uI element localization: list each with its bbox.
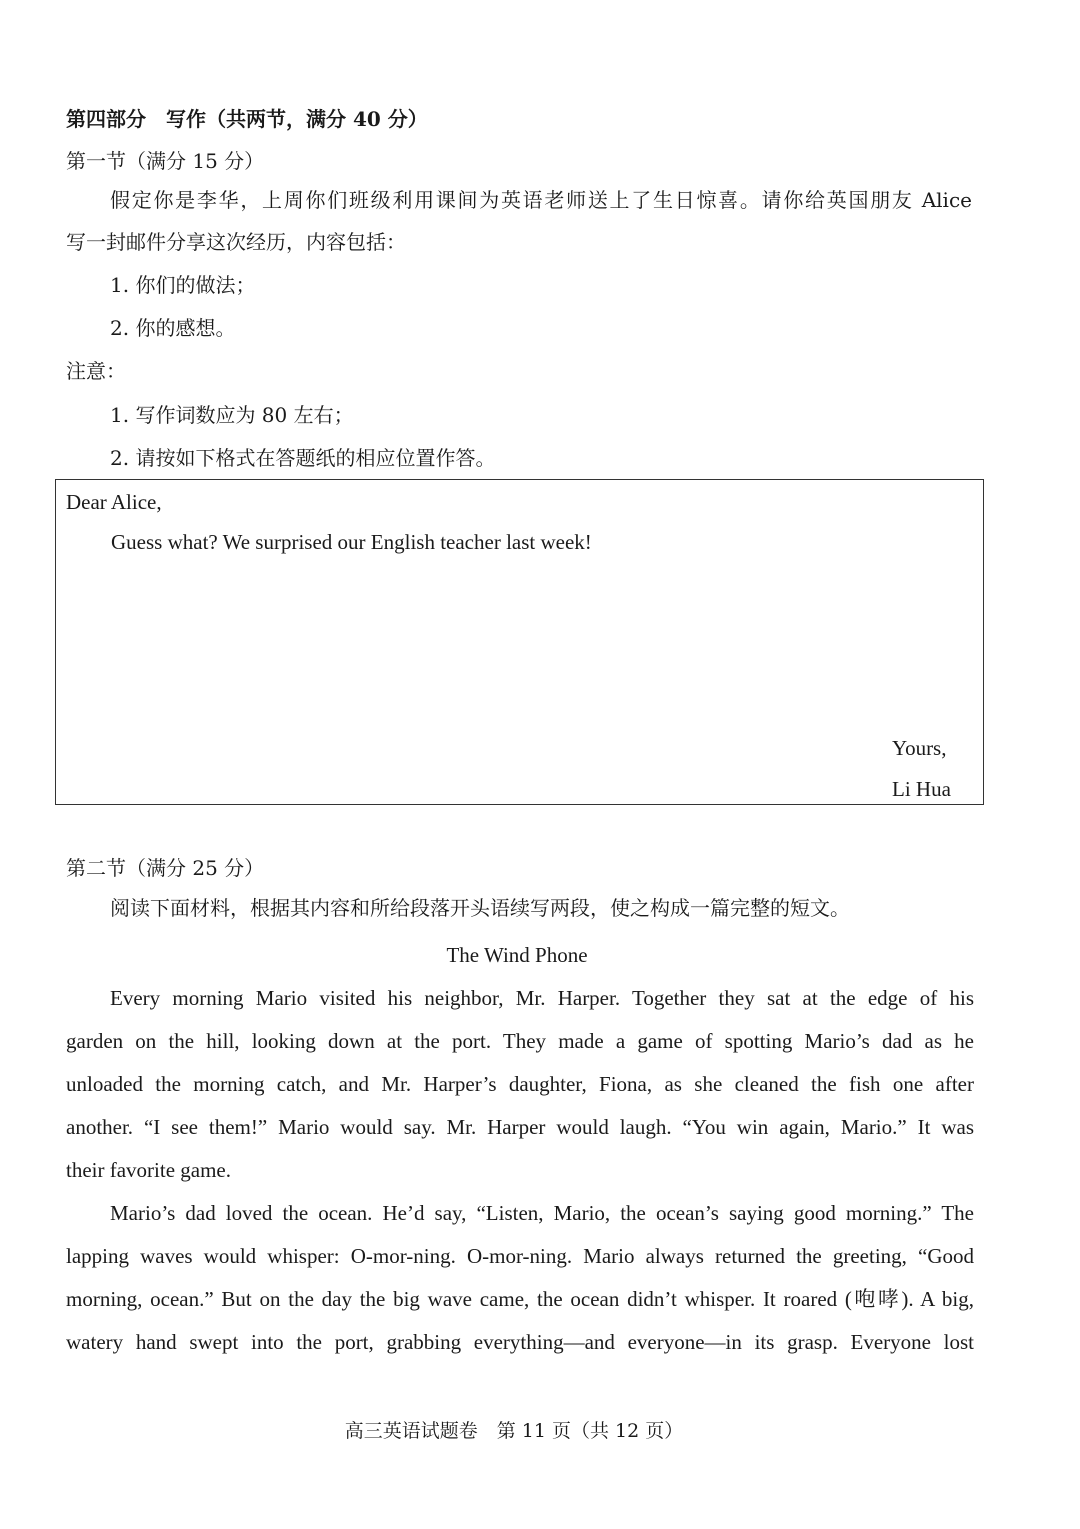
part1-item-1: 1. 你们的做法； xyxy=(110,273,256,297)
part1-note-label: 注意： xyxy=(66,359,126,383)
part1-title: 第一节（满分 15 分） xyxy=(66,149,265,173)
page-footer: 高三英语试题卷 第 11 页（共 12 页） xyxy=(344,1420,684,1442)
letter-opening: Guess what? We surprised our English teacher last week! xyxy=(111,530,592,554)
letter-answer-box xyxy=(55,479,984,805)
story-title: The Wind Phone xyxy=(446,943,588,967)
story-line: unloaded the morning catch, and Mr. Harper’s daughter, Fiona, as she cleaned the fish one after xyxy=(66,1072,974,1096)
story-line: Mario’s dad loved the ocean. He’d say, “Listen, Mario, the ocean’s saying good morning.” The xyxy=(110,1201,974,1225)
part1-item-2: 2. 你的感想。 xyxy=(110,316,236,340)
story-line: lapping waves would whisper: O-mor-ning. O-mor-ning. Mario always returned the greeting, “Good xyxy=(66,1244,974,1268)
story-line: Every morning Mario visited his neighbor, Mr. Harper. Together they sat at the edge of his xyxy=(110,986,974,1010)
part1-prompt-line2: 写一封邮件分享这次经历，内容包括： xyxy=(66,230,406,254)
story-line: watery hand swept into the port, grabbing everything—and everyone—in its grasp. Everyone lost xyxy=(66,1330,974,1354)
part2-title: 第二节（满分 25 分） xyxy=(66,856,265,880)
story-line: their favorite game. xyxy=(66,1158,232,1182)
story-line: another. “I see them!” Mario would say. Mr. Harper would laugh. “You win again, Mario.” It was xyxy=(66,1115,974,1139)
letter-greeting: Dear Alice, xyxy=(66,490,162,514)
letter-signature: Li Hua xyxy=(892,777,951,801)
part1-note-2: 2. 请按如下格式在答题纸的相应位置作答。 xyxy=(110,446,496,470)
part2-instruction: 阅读下面材料，根据其内容和所给段落开头语续写两段，使之构成一篇完整的短文。 xyxy=(110,896,850,920)
part1-prompt-line1: 假定你是李华，上周你们班级利用课间为英语老师送上了生日惊喜。请你给英国朋友 Alice xyxy=(110,188,972,212)
letter-closing: Yours, xyxy=(892,736,947,760)
story-line: morning, ocean.” But on the day the big wave came, the ocean didn’t whisper. It roared (咆哮). A big, xyxy=(66,1287,974,1311)
story-line: garden on the hill, looking down at the port. They made a game of spotting Mario’s dad as he xyxy=(66,1029,974,1053)
section-heading: 第四部分 写作（共两节，满分 40 分） xyxy=(66,107,428,131)
part1-note-1: 1. 写作词数应为 80 左右； xyxy=(110,403,354,427)
